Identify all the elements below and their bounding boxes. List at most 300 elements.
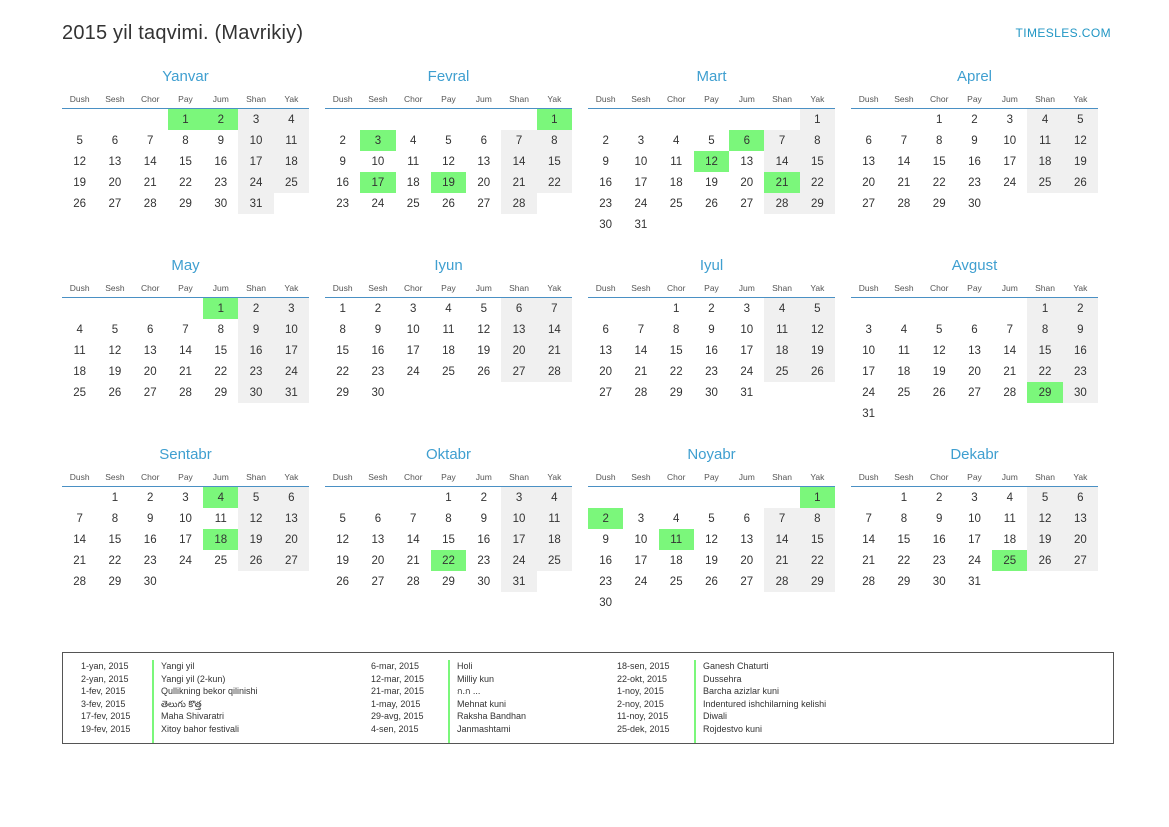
- day-cell[interactable]: 16: [143, 533, 157, 546]
- day-cell[interactable]: 17: [501, 529, 536, 550]
- day-cell[interactable]: 27: [274, 550, 309, 571]
- day-cell[interactable]: 3: [182, 491, 189, 504]
- day-cell[interactable]: 9: [374, 323, 382, 336]
- day-cell[interactable]: 13: [371, 533, 385, 546]
- day-cell[interactable]: 8: [673, 323, 680, 336]
- day-cell[interactable]: 10: [634, 155, 648, 168]
- day-cell[interactable]: 19: [932, 365, 946, 378]
- day-cell[interactable]: 31: [238, 193, 273, 214]
- day-cell[interactable]: 13: [740, 533, 754, 546]
- day-cell[interactable]: 2: [1063, 298, 1098, 320]
- day-cell[interactable]: 29: [800, 193, 835, 214]
- day-cell[interactable]: 1: [673, 302, 680, 315]
- day-cell[interactable]: 28: [406, 575, 420, 588]
- day-cell[interactable]: 27: [477, 197, 491, 210]
- day-cell[interactable]: 25: [1027, 172, 1062, 193]
- day-cell[interactable]: 24: [274, 361, 309, 382]
- brand-link[interactable]: TIMESLES.COM: [1015, 26, 1111, 40]
- day-cell[interactable]: 25: [406, 197, 420, 210]
- day-cell[interactable]: 19: [336, 554, 350, 567]
- day-cell[interactable]: 12: [932, 344, 946, 357]
- day-cell[interactable]: 22: [179, 176, 192, 189]
- day-cell[interactable]: 16: [371, 344, 385, 357]
- day-cell[interactable]: 11: [670, 155, 683, 168]
- day-cell[interactable]: 30: [599, 218, 613, 231]
- day-cell[interactable]: 21: [73, 554, 87, 567]
- day-cell[interactable]: 30: [1063, 382, 1098, 403]
- day-cell[interactable]: 7: [537, 298, 572, 320]
- day-cell[interactable]: 17: [179, 533, 192, 546]
- day-cell[interactable]: 24: [1003, 176, 1017, 189]
- day-cell[interactable]: 8: [217, 323, 224, 336]
- day-cell[interactable]: 5: [936, 323, 943, 336]
- day-cell-holiday[interactable]: 2: [588, 508, 623, 529]
- day-cell[interactable]: 8: [445, 512, 452, 525]
- day-cell[interactable]: 27: [740, 575, 754, 588]
- day-cell[interactable]: 24: [501, 550, 536, 571]
- day-cell[interactable]: 29: [669, 386, 683, 399]
- day-cell[interactable]: 3: [971, 491, 978, 504]
- day-cell[interactable]: 12: [1063, 130, 1098, 151]
- day-cell[interactable]: 19: [108, 365, 122, 378]
- day-cell[interactable]: 18: [897, 365, 911, 378]
- day-cell[interactable]: 24: [238, 172, 273, 193]
- day-cell[interactable]: 4: [764, 298, 799, 320]
- day-cell[interactable]: 14: [537, 319, 572, 340]
- day-cell[interactable]: 24: [634, 197, 648, 210]
- day-cell[interactable]: 9: [339, 155, 346, 168]
- day-cell[interactable]: 26: [932, 386, 946, 399]
- day-cell[interactable]: 6: [1063, 487, 1098, 509]
- day-cell[interactable]: 8: [537, 130, 572, 151]
- day-cell[interactable]: 12: [442, 155, 455, 168]
- day-cell[interactable]: 31: [501, 571, 536, 592]
- day-cell[interactable]: 30: [143, 575, 157, 588]
- day-cell[interactable]: 6: [602, 323, 609, 336]
- day-cell[interactable]: 18: [764, 340, 799, 361]
- day-cell[interactable]: 11: [274, 130, 309, 151]
- day-cell[interactable]: 16: [336, 176, 350, 189]
- day-cell[interactable]: 12: [238, 508, 273, 529]
- day-cell[interactable]: 15: [932, 155, 946, 168]
- day-cell[interactable]: 11: [897, 344, 910, 357]
- day-cell[interactable]: 27: [143, 386, 157, 399]
- day-cell[interactable]: 28: [1003, 386, 1017, 399]
- day-cell[interactable]: 18: [442, 344, 455, 357]
- day-cell[interactable]: 13: [599, 344, 613, 357]
- day-cell[interactable]: 16: [599, 554, 613, 567]
- day-cell[interactable]: 2: [971, 113, 978, 126]
- day-cell[interactable]: 9: [708, 323, 715, 336]
- day-cell[interactable]: 7: [900, 134, 908, 147]
- day-cell-holiday[interactable]: 18: [203, 529, 238, 550]
- day-cell[interactable]: 28: [73, 575, 87, 588]
- day-cell[interactable]: 16: [214, 155, 228, 168]
- day-cell[interactable]: 8: [800, 508, 835, 529]
- day-cell[interactable]: 15: [1027, 340, 1062, 361]
- day-cell[interactable]: 18: [537, 529, 572, 550]
- day-cell[interactable]: 31: [740, 386, 754, 399]
- day-cell[interactable]: 21: [634, 365, 648, 378]
- day-cell[interactable]: 10: [862, 344, 876, 357]
- day-cell[interactable]: 21: [897, 176, 911, 189]
- day-cell[interactable]: 30: [371, 386, 385, 399]
- day-cell[interactable]: 26: [800, 361, 835, 382]
- day-cell[interactable]: 15: [214, 344, 228, 357]
- day-cell[interactable]: 5: [708, 134, 715, 147]
- day-cell[interactable]: 3: [238, 109, 273, 131]
- day-cell[interactable]: 2: [602, 134, 609, 147]
- day-cell[interactable]: 15: [442, 533, 455, 546]
- day-cell-holiday[interactable]: 11: [659, 529, 694, 550]
- day-cell[interactable]: 11: [1027, 130, 1062, 151]
- day-cell[interactable]: 3: [410, 302, 417, 315]
- day-cell[interactable]: 1: [900, 491, 908, 504]
- day-cell[interactable]: 21: [537, 340, 572, 361]
- day-cell[interactable]: 9: [238, 319, 273, 340]
- day-cell[interactable]: 1: [339, 302, 346, 315]
- day-cell[interactable]: 7: [182, 323, 189, 336]
- day-cell[interactable]: 23: [477, 554, 491, 567]
- day-cell[interactable]: 14: [897, 155, 911, 168]
- day-cell[interactable]: 10: [406, 323, 420, 336]
- day-cell[interactable]: 6: [374, 512, 382, 525]
- day-cell[interactable]: 19: [238, 529, 273, 550]
- day-cell[interactable]: 24: [406, 365, 420, 378]
- day-cell[interactable]: 26: [336, 575, 350, 588]
- day-cell-holiday[interactable]: 29: [1027, 382, 1062, 403]
- day-cell[interactable]: 17: [1003, 155, 1017, 168]
- day-cell[interactable]: 29: [214, 386, 228, 399]
- day-cell[interactable]: 10: [968, 512, 981, 525]
- day-cell[interactable]: 24: [634, 575, 648, 588]
- day-cell[interactable]: 12: [108, 344, 122, 357]
- day-cell[interactable]: 26: [705, 197, 718, 210]
- day-cell[interactable]: 20: [371, 554, 385, 567]
- day-cell[interactable]: 2: [238, 298, 273, 320]
- day-cell[interactable]: 1: [445, 491, 452, 504]
- day-cell[interactable]: 13: [862, 155, 876, 168]
- day-cell[interactable]: 24: [371, 197, 385, 210]
- day-cell[interactable]: 17: [634, 554, 648, 567]
- day-cell-holiday[interactable]: 19: [431, 172, 466, 193]
- day-cell[interactable]: 7: [637, 323, 645, 336]
- day-cell[interactable]: 9: [217, 134, 224, 147]
- day-cell[interactable]: 16: [477, 533, 491, 546]
- day-cell[interactable]: 4: [410, 134, 417, 147]
- day-cell[interactable]: 4: [1006, 491, 1013, 504]
- day-cell[interactable]: 6: [480, 134, 487, 147]
- day-cell[interactable]: 29: [897, 575, 911, 588]
- day-cell[interactable]: 13: [477, 155, 491, 168]
- day-cell-holiday[interactable]: 12: [694, 151, 729, 172]
- day-cell[interactable]: 22: [669, 365, 683, 378]
- day-cell[interactable]: 3: [501, 487, 536, 509]
- day-cell[interactable]: 8: [1027, 319, 1062, 340]
- day-cell[interactable]: 23: [1063, 361, 1098, 382]
- day-cell[interactable]: 14: [634, 344, 648, 357]
- day-cell[interactable]: 7: [764, 130, 799, 151]
- day-cell[interactable]: 3: [637, 512, 645, 525]
- day-cell[interactable]: 4: [537, 487, 572, 509]
- day-cell[interactable]: 25: [73, 386, 87, 399]
- day-cell-holiday[interactable]: 4: [203, 487, 238, 509]
- day-cell[interactable]: 14: [862, 533, 876, 546]
- day-cell[interactable]: 21: [1003, 365, 1017, 378]
- day-cell-holiday[interactable]: 1: [537, 109, 572, 131]
- day-cell[interactable]: 19: [73, 176, 87, 189]
- day-cell[interactable]: 2: [708, 302, 715, 315]
- day-cell[interactable]: 1: [936, 113, 943, 126]
- day-cell[interactable]: 25: [537, 550, 572, 571]
- day-cell[interactable]: 20: [599, 365, 613, 378]
- day-cell[interactable]: 22: [1027, 361, 1062, 382]
- day-cell[interactable]: 7: [501, 130, 536, 151]
- day-cell[interactable]: 10: [1003, 134, 1017, 147]
- day-cell[interactable]: 22: [800, 172, 835, 193]
- day-cell[interactable]: 30: [932, 575, 946, 588]
- day-cell[interactable]: 17: [406, 344, 420, 357]
- day-cell[interactable]: 29: [336, 386, 350, 399]
- day-cell[interactable]: 3: [274, 298, 309, 320]
- day-cell[interactable]: 2: [147, 491, 154, 504]
- day-cell[interactable]: 7: [865, 512, 872, 525]
- day-cell[interactable]: 30: [238, 382, 273, 403]
- day-cell[interactable]: 5: [1027, 487, 1062, 509]
- day-cell[interactable]: 3: [865, 323, 872, 336]
- day-cell[interactable]: 22: [537, 172, 572, 193]
- day-cell[interactable]: 6: [971, 323, 978, 336]
- day-cell[interactable]: 2: [480, 491, 487, 504]
- day-cell[interactable]: 18: [1003, 533, 1017, 546]
- day-cell[interactable]: 14: [764, 151, 799, 172]
- day-cell[interactable]: 10: [740, 323, 754, 336]
- day-cell[interactable]: 26: [442, 197, 455, 210]
- day-cell[interactable]: 10: [371, 155, 385, 168]
- day-cell[interactable]: 8: [936, 134, 943, 147]
- day-cell[interactable]: 10: [238, 130, 273, 151]
- day-cell[interactable]: 6: [501, 298, 536, 320]
- day-cell[interactable]: 24: [968, 554, 981, 567]
- day-cell[interactable]: 11: [442, 323, 455, 336]
- day-cell-holiday[interactable]: 3: [360, 130, 395, 151]
- day-cell[interactable]: 16: [705, 344, 718, 357]
- day-cell[interactable]: 13: [1063, 508, 1098, 529]
- day-cell[interactable]: 27: [501, 361, 536, 382]
- day-cell[interactable]: 16: [1063, 340, 1098, 361]
- day-cell[interactable]: 6: [274, 487, 309, 509]
- day-cell[interactable]: 20: [740, 554, 754, 567]
- day-cell[interactable]: 20: [274, 529, 309, 550]
- day-cell[interactable]: 28: [179, 386, 192, 399]
- day-cell-holiday[interactable]: 1: [168, 109, 203, 131]
- day-cell[interactable]: 26: [477, 365, 491, 378]
- day-cell[interactable]: 5: [111, 323, 119, 336]
- day-cell[interactable]: 4: [1027, 109, 1062, 131]
- day-cell[interactable]: 5: [76, 134, 83, 147]
- day-cell[interactable]: 20: [501, 340, 536, 361]
- day-cell[interactable]: 30: [214, 197, 228, 210]
- day-cell[interactable]: 14: [406, 533, 420, 546]
- day-cell[interactable]: 18: [669, 176, 683, 189]
- day-cell[interactable]: 3: [637, 134, 645, 147]
- day-cell[interactable]: 29: [800, 571, 835, 592]
- day-cell[interactable]: 30: [968, 197, 981, 210]
- day-cell[interactable]: 11: [214, 512, 227, 525]
- day-cell[interactable]: 13: [968, 344, 981, 357]
- day-cell[interactable]: 23: [932, 554, 946, 567]
- day-cell[interactable]: 21: [179, 365, 192, 378]
- day-cell[interactable]: 15: [800, 151, 835, 172]
- day-cell[interactable]: 6: [743, 512, 750, 525]
- day-cell[interactable]: 28: [764, 571, 799, 592]
- day-cell[interactable]: 7: [410, 512, 417, 525]
- day-cell[interactable]: 1: [800, 109, 835, 131]
- day-cell[interactable]: 26: [1027, 550, 1062, 571]
- day-cell[interactable]: 5: [445, 134, 452, 147]
- day-cell[interactable]: 27: [599, 386, 613, 399]
- day-cell[interactable]: 5: [238, 487, 273, 509]
- day-cell[interactable]: 8: [800, 130, 835, 151]
- day-cell[interactable]: 22: [108, 554, 122, 567]
- day-cell[interactable]: 31: [634, 218, 648, 231]
- day-cell[interactable]: 13: [108, 155, 122, 168]
- day-cell[interactable]: 25: [669, 197, 683, 210]
- day-cell[interactable]: 26: [705, 575, 718, 588]
- day-cell[interactable]: 26: [1063, 172, 1098, 193]
- day-cell[interactable]: 6: [147, 323, 154, 336]
- day-cell[interactable]: 12: [477, 323, 491, 336]
- day-cell[interactable]: 17: [862, 365, 876, 378]
- day-cell[interactable]: 15: [336, 344, 350, 357]
- day-cell[interactable]: 16: [932, 533, 946, 546]
- day-cell[interactable]: 4: [274, 109, 309, 131]
- day-cell[interactable]: 21: [406, 554, 420, 567]
- day-cell[interactable]: 5: [480, 302, 487, 315]
- day-cell[interactable]: 4: [673, 134, 680, 147]
- day-cell[interactable]: 19: [800, 340, 835, 361]
- day-cell[interactable]: 20: [477, 176, 491, 189]
- day-cell[interactable]: 19: [705, 554, 718, 567]
- day-cell[interactable]: 22: [800, 550, 835, 571]
- day-cell[interactable]: 9: [971, 134, 978, 147]
- day-cell[interactable]: 14: [501, 151, 536, 172]
- day-cell[interactable]: 1: [1027, 298, 1062, 320]
- day-cell[interactable]: 21: [501, 172, 536, 193]
- day-cell[interactable]: 18: [1027, 151, 1062, 172]
- day-cell[interactable]: 27: [968, 386, 981, 399]
- day-cell[interactable]: 25: [274, 172, 309, 193]
- day-cell[interactable]: 20: [108, 176, 122, 189]
- day-cell[interactable]: 15: [897, 533, 911, 546]
- day-cell[interactable]: 3: [1006, 113, 1013, 126]
- day-cell[interactable]: 15: [537, 151, 572, 172]
- day-cell[interactable]: 23: [214, 176, 228, 189]
- day-cell[interactable]: 10: [274, 319, 309, 340]
- day-cell[interactable]: 7: [147, 134, 154, 147]
- day-cell[interactable]: 19: [477, 344, 491, 357]
- day-cell[interactable]: 10: [501, 508, 536, 529]
- day-cell[interactable]: 9: [147, 512, 154, 525]
- day-cell[interactable]: 22: [897, 554, 911, 567]
- day-cell[interactable]: 21: [764, 550, 799, 571]
- day-cell[interactable]: 9: [602, 533, 609, 546]
- day-cell[interactable]: 23: [968, 176, 981, 189]
- day-cell[interactable]: 13: [143, 344, 157, 357]
- day-cell[interactable]: 13: [501, 319, 536, 340]
- day-cell[interactable]: 28: [897, 197, 911, 210]
- day-cell[interactable]: 18: [274, 151, 309, 172]
- day-cell[interactable]: 18: [669, 554, 683, 567]
- day-cell[interactable]: 5: [800, 298, 835, 320]
- day-cell-holiday[interactable]: 2: [203, 109, 238, 131]
- day-cell[interactable]: 10: [179, 512, 192, 525]
- day-cell[interactable]: 26: [108, 386, 122, 399]
- day-cell[interactable]: 22: [214, 365, 228, 378]
- day-cell[interactable]: 12: [336, 533, 350, 546]
- day-cell[interactable]: 30: [599, 596, 613, 609]
- day-cell[interactable]: 20: [862, 176, 876, 189]
- day-cell[interactable]: 4: [900, 323, 908, 336]
- day-cell[interactable]: 6: [865, 134, 872, 147]
- day-cell[interactable]: 27: [862, 197, 876, 210]
- day-cell[interactable]: 12: [1027, 508, 1062, 529]
- day-cell[interactable]: 14: [764, 529, 799, 550]
- day-cell[interactable]: 13: [274, 508, 309, 529]
- day-cell[interactable]: 28: [764, 193, 799, 214]
- day-cell[interactable]: 7: [1006, 323, 1013, 336]
- day-cell[interactable]: 28: [862, 575, 876, 588]
- day-cell[interactable]: 31: [274, 382, 309, 403]
- day-cell[interactable]: 4: [445, 302, 452, 315]
- day-cell[interactable]: 23: [599, 197, 613, 210]
- day-cell[interactable]: 29: [932, 197, 946, 210]
- day-cell[interactable]: 28: [501, 193, 536, 214]
- day-cell[interactable]: 23: [143, 554, 157, 567]
- day-cell[interactable]: 15: [108, 533, 122, 546]
- day-cell[interactable]: 29: [442, 575, 455, 588]
- day-cell[interactable]: 15: [179, 155, 192, 168]
- day-cell[interactable]: 9: [1063, 319, 1098, 340]
- day-cell[interactable]: 16: [238, 340, 273, 361]
- day-cell[interactable]: 25: [764, 361, 799, 382]
- day-cell[interactable]: 11: [1003, 512, 1016, 525]
- day-cell[interactable]: 13: [740, 155, 754, 168]
- day-cell[interactable]: 27: [1063, 550, 1098, 571]
- day-cell[interactable]: 4: [673, 512, 680, 525]
- day-cell[interactable]: 8: [900, 512, 908, 525]
- day-cell[interactable]: 15: [669, 344, 683, 357]
- day-cell[interactable]: 20: [968, 365, 981, 378]
- day-cell[interactable]: 21: [862, 554, 876, 567]
- day-cell[interactable]: 8: [182, 134, 189, 147]
- day-cell[interactable]: 28: [634, 386, 648, 399]
- day-cell[interactable]: 20: [1063, 529, 1098, 550]
- day-cell[interactable]: 5: [339, 512, 346, 525]
- day-cell-holiday[interactable]: 22: [431, 550, 466, 571]
- day-cell-holiday[interactable]: 1: [800, 487, 835, 509]
- day-cell-holiday[interactable]: 6: [729, 130, 764, 151]
- day-cell[interactable]: 6: [111, 134, 119, 147]
- day-cell[interactable]: 26: [238, 550, 273, 571]
- day-cell[interactable]: 25: [214, 554, 228, 567]
- day-cell[interactable]: 14: [179, 344, 192, 357]
- day-cell[interactable]: 10: [634, 533, 648, 546]
- day-cell[interactable]: 23: [599, 575, 613, 588]
- day-cell[interactable]: 12: [705, 533, 718, 546]
- day-cell[interactable]: 27: [108, 197, 122, 210]
- day-cell[interactable]: 11: [537, 508, 572, 529]
